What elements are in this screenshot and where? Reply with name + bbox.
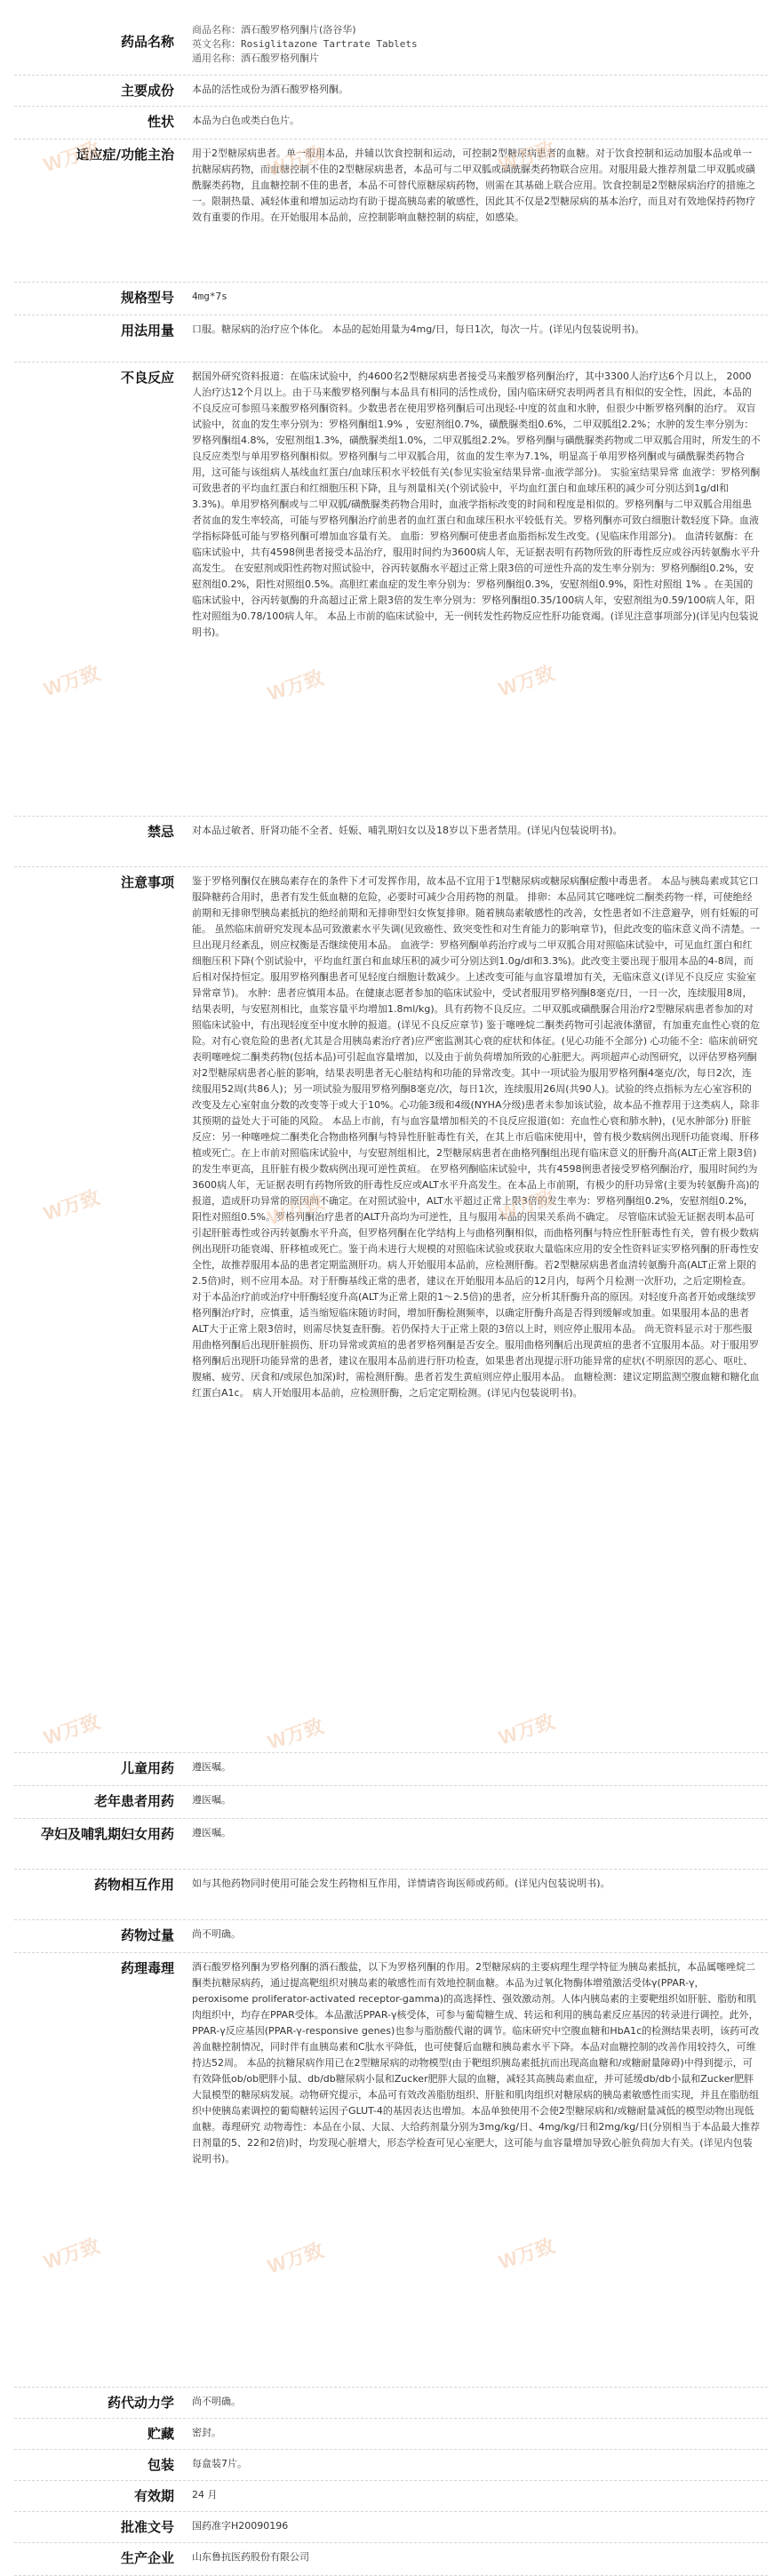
row-pharmacokinetics [14,2388,768,2419]
row-value: 本品为白色或类白色片。 [192,115,299,126]
row-label: 性状 [147,114,174,130]
row-value: 对本品过敏者、肝肾功能不全者、妊娠、哺乳期妇女以及18岁以下患者禁用。(详见内包装说明书)。 [192,825,623,836]
row-value: 如与其他药物同时使用可能会发生药物相互作用，详情请咨询医师或药师。(详见内包装说明书)。 [192,1878,610,1889]
watermark-text: W万致 [41,661,103,701]
row-label: 生产企业 [120,2550,174,2566]
watermark-text: W万致 [41,1710,103,1750]
watermark-text: W万致 [496,1710,558,1750]
row-value: 密封。 [192,2427,221,2438]
watermark-text: W万致 [265,1714,327,1754]
row-children [14,1753,768,1786]
row-storage [14,2419,768,2450]
row-label: 有效期 [133,2488,174,2504]
row-ingredient [14,76,768,107]
english-name-key: 英文名称： [192,38,241,50]
row-value: 每盒装7片。 [192,2458,247,2469]
generic-name-key: 通用名称： [192,52,241,64]
row-adverse-reactions [14,363,768,817]
row-package [14,2450,768,2481]
row-value: 口服。糖尿病的治疗应个体化。 本品的起始用量为4mg/日，每日1次，每次一片。(详见内包装说明书)。 [192,323,645,335]
row-interactions [14,1870,768,1920]
row-label: 不良反应 [120,370,174,386]
generic-name: 酒石酸罗格列酮片 [241,52,319,64]
row-value: 4mg*7s [192,291,227,302]
row-value: 据国外研究资料报道：在临床试验中，约4600名2型糖尿病患者接受马来酸罗格列酮治疗，其中3300人治疗达6个月以上， 2000人治疗达12个月以上。由于马来酸罗格列酮与本品具有相同的活性成份，国内临床研究表明两者具有相似的安全性，因此，本品的不良反应可参照马来酸罗格列酮资料。少数患者在使用罗格列酮后可出现轻-中度的贫血和水肿，但很少中断罗格列酮的治疗。 双盲试验中，贫血的发生率分别为：罗格列酮组1.9% ，安慰剂组0.7%，磺酰脲类组0.6%，二甲双胍组2.2%；水肿的发生率分别为：罗格列酮组4.8%，安慰剂组1.3%，磺酰脲类组1.0%，二甲双胍组2.2%。罗格列酮与磺酰脲类药物或二甲双胍合用时，所发生的不良反应类型与单用罗格列酮相似。罗格列酮与二甲双胍合用，贫血的发生率为7.1%，明显高于单用罗格列酮或与磺酰脲类药物合用，这可能与该组病人基线血红蛋白/血球压积水平较低有关(参见实验室结果异常-血液学部分)。 实验室结果异常 血液学：罗格列酮可致患者的平均血红蛋白和红细胞压积下降，且与剂量相关(个别试验中，平均血红蛋白和血球压积的减少可分别达到1g/dl和3.3%)。单用罗格列酮或与二甲双胍/磺酰脲类药物合用时，血液学指标改变的时间和程度是相似的。罗格列酮与二甲双胍合用组患者贫血的发生率较高，可能与罗格列酮治疗前患者的血红蛋白和血球压积水平较低有关。罗格列酮亦可致白细胞计数轻度下降。血液学指标降低可能与罗格列酮可增加血容量有关。 血脂：罗格列酮可使患者血脂指标发生改变。(见临床作用部分)。 血清转氨酶：在临床试验中，共有4598例患者接受本品治疗，服用时间约为3600病人年，无证据表明有药物所致的肝毒性反应或谷丙转氨酶水平升高发生。 在安慰剂或阳性药物对照试验中，谷丙转氨酶水平超过正常上限3倍的可逆性升高的发生率分别为：罗格列酮组0.2%，安慰剂组0.2%，阳性对照组0.5%。高胆红素血症的发生率分别为：罗格列酮组0.3%，安慰剂组0.9%，阳性对照组 1% 。在美国的临床试验中，谷丙转氨酶的升高超过正常上限3倍的发生率分别为：罗格列酮组0.35/100病人年，安慰剂组为0.59/100病人年，阳性对照组为0.78/100病人年。 本品上市前的临床试验中，无一例转发性药物反应性肝功能衰竭。(详见注意事项部分)(详见内包装说明书)。 [192,371,761,638]
watermark-text: W万致 [265,2238,327,2278]
row-label: 主要成份 [120,83,174,99]
row-value: 用于2型糖尿病患者。单一服用本品，并辅以饮食控制和运动，可控制2型糖尿病患者的血糖。对于饮食控制和运动加服本品或单一抗糖尿病药物，而血糖控制不佳的2型糖尿病患者，本品可与二甲双胍或磺酰脲类药物联合应用。对服用最大推荐剂量二甲双胍或磺酰脲类药物，且血糖控制不佳的患者，本品不可替代原糖尿病药物，则需在其基础上联合应用。饮食控制是2型糖尿病治疗的措施之一。限制热量、减轻体重和增加运动均有助于提高胰岛素的敏感性，因此其不仅是2型糖尿病的基本治疗，而且对有效地保持药物疗效有重要的作用。在开始服用本品前，应控制影响血糖控制的病症，如感染。 [192,148,755,223]
row-pharmacology [14,1953,768,2388]
row-label: 药品名称 [120,34,174,50]
row-pregnancy [14,1819,768,1870]
row-value: 山东鲁抗医药股份有限公司 [192,2551,309,2563]
row-label: 规格型号 [120,290,174,306]
row-value: 尚不明确。 [192,2396,241,2407]
row-overdose [14,1920,768,1953]
row-label: 药代动力学 [107,2395,174,2411]
row-precautions [14,867,768,1753]
row-validity [14,2481,768,2512]
row-label: 适应症/功能主治 [76,147,174,163]
row-value: 遵医嘱。 [192,1827,231,1838]
row-label: 老年患者用药 [93,1793,174,1809]
watermark-text: W万致 [496,2234,558,2274]
row-label: 孕妇及哺乳期妇女用药 [40,1826,174,1842]
row-value [192,16,768,75]
row-label: 儿童用药 [120,1760,174,1776]
row-elderly [14,1786,768,1819]
row-approval-number [14,2512,768,2543]
row-label: 药物相互作用 [93,1877,174,1893]
row-dosage [14,315,768,363]
drug-info-table [14,16,768,2576]
row-indication [14,137,768,283]
row-label: 禁忌 [147,824,174,840]
watermark-text: W万致 [41,2234,103,2274]
row-value: 酒石酸罗格列酮为罗格列酮的酒石酸盐，以下为罗格列酮的作用。2型糖尿病的主要病理生理学特征为胰岛素抵抗，本品属噻唑烷二酮类抗糖尿病药，通过提高靶组织对胰岛素的敏感性而有效地控制血糖。本品为过氧化物酶体增殖激活受体γ(PPAR-γ，peroxisome proliferator-activated receptor-gamma)的高选择性、强效激动剂。人体内胰岛素的主要靶组织如肝脏、脂肪和肌肉组织中，均存在PPAR受体。本品激活PPAR-γ核受体，可参与葡萄糖生成、转运和利用的胰岛素反应基因的转录进行调控。此外，PPAR-γ反应基因(PPAR-γ-responsive genes)也参与脂肪酸代谢的调节。临床研究中空腹血糖和HbA1c的检测结果表明，该药可改善血糖控制情况，同时伴有血胰岛素和C肽水平降低，也可使餐后血糖和胰岛素水平下降。本品对血糖控制的改善作用较持久，可维持达52周。 本品的抗糖尿病作用已在2型糖尿病的动物模型(由于靶组织胰岛素抵抗而出现高血糖和/或糖耐量障碍)中得到提示，可有效降低ob/ob肥胖小鼠、db/db糖尿病小鼠和Zucker肥胖大鼠的血糖，减轻其高胰岛素血症，并可延缓db/db小鼠和Zucker肥胖大鼠模型的糖尿病发展。动物研究提示，本品可有效改善脂肪组织、肝脏和肌肉组织对糖尿病的胰岛素敏感性而实现，并且在脂肪组织中使胰岛素调控的葡萄糖转运因子GLUT-4的基因表达也增加。本品单独使用不会使2型糖尿病和/或糖耐量减低的模型动物出现低血糖。毒理研究 动物毒性：本品在小鼠、大鼠、大给药剂量分别为3mg/kg/日、4mg/kg/日和2mg/kg/日(分别相当于本品最大推荐日剂量的5、22和2倍)时，均发现心脏增大，形态学检查可见心室肥大，这可能与血容量增加导致心脏负荷加大有关。(详见内包装说明书)。 [192,1961,761,2165]
row-drug-name [14,16,768,76]
row-label: 药物过量 [120,1927,174,1943]
row-value: 鉴于罗格列酮仅在胰岛素存在的条件下才可发挥作用，故本品不宜用于1型糖尿病或糖尿病酮症酸中毒患者。 本品与胰岛素或其它口服降糖药合用时，患者有发生低血糖的危险，必要时可减少合用药物的剂量。 排卵：本品同其它噻唑烷二酮类药物一样，可使绝经前期和无排卵型胰岛素抵抗的绝经前期和无排卵型妇女恢复排卵。随着胰岛素敏感性的改善，女性患者如不注意避孕，则有妊娠的可能。 虽然临床前研究发现本品可致激素水平失调(见致癌性、致突变性和对生育能力的影响章节)，但此改变的临床意义尚不清楚。一旦出现月经紊乱，则应权衡是否继续使用本品。 血液学：罗格列酮单药治疗或与二甲双胍合用对照临床试验中，可见血红蛋白和红细胞压积下降(个别试验中，平均血红蛋白和血球压积的减少可分别达到1.0g/dl和3.3%)。此改变主要出现于服用本品的4-8周，而后相对保持恒定。服用罗格列酮患者可见轻度白细胞计数减少。上述改变可能与血容量增加有关，无临床意义(详见不良反应 实验室异常章节)。 水肿：患者应慎用本品。在健康志愿者参加的临床试验中，受试者服用罗格列酮8毫克/日，一日一次，连续服用8周，结果表明，与安慰剂相比，血浆容量平均增加1.8ml/kg)。具有药物不良反应。二甲双胍或磺酰脲合用治疗2型糖尿病患者参加的对照临床试验中，有出现轻度至中度水肿的报道。(详见不良反应章节) 鉴于噻唑烷二酮类药物可引起液体潴留，有加重充血性心衰的危险。对有心衰危险的患者(尤其是合用胰岛素治疗者)应严密监测其心衰的症状和体征。(见心功能不全部分) 心功能不全：临床前研究表明噻唑烷二酮类药物(包括本品)可引起血容量增加，以及由于前负荷增加所致的心脏肥大。两项超声心动图研究，以评估罗格列酮对2型糖尿病患者心脏的影响，结果表明患者无心脏结构和功能的异常改变。其中一项试验为服用罗格列酮4毫克/次，每日2次，连续服用52周(共86人)；另一项试验为服用罗格列酮8毫克/次，每日1次，连续服用26周(共90人)。试验的终点指标为左心室容积的改变及左心室射血分数的改变等于或大于10%。心功能3级和4级(NYHA分级)患者未参加该试验，故本品不推荐用于这类病人，除非其预期的益处大于可能的风险。 本品上市前，有与血容量增加相关的不良反应报道(如：充血性心衰和肺水肿)，(见水肿部分) 肝脏反应：另一种噻唑烷二酮类化合物曲格列酮与特异性肝脏毒性有关，在其上市后临床使用中，曾有极少数病例出现肝功能衰竭、肝移植或死亡。在上市前对照临床试验中，与安慰剂组相比，2型糖尿病患者在曲格列酮组出现有临床意义的肝酶升高(ALT正常上限3倍)的发生率更高，且肝脏有极少数病例出现可逆性黄疸。 在罗格列酮临床试验中，共有4598例患者接受罗格列酮治疗，服用时间约为3600病人年，无证据表明有药物所致的肝毒性反应或ALT水平升高发生。在本品上市前期，有极少的肝功异常(主要为转氨酶升高)的报道，造成肝功异常的原因尚不确定。在对照试验中，ALT水平超过正常上限3倍的发生率为：罗格列酮组0.2%，安慰剂组0.2%，阳性对照组0.5%。罗格列酮治疗患者的ALT升高均为可逆性，且与服用本品的因果关系尚不确定。 尽管临床试验无证据表明本品可引起肝脏毒性或谷丙转氨酶水平升高，但罗格列酮在化学结构上与曲格列酮相似，而曲格列酮与特应性肝脏毒性有关，曾有极少数病例出现肝功能衰竭、肝移植或死亡。鉴于尚未进行大规模的对照临床试验或获取大量临床应用的安全性资料证实罗格列酮的肝毒性安全性，故推荐服用本品的患者定期监测肝功。病人开始服用本品前，应检测肝酶。若2型糖尿病患者血清转氨酶升高(ALT正常上限的2.5倍)时，则不应用本品。对于肝酶基线正常的患者，建议在开始服用本品后的12月内，每两个月检测一次肝功，之后定期检查。对于本品治疗前或治疗中肝酶轻度升高(ALT为正常上限的1～2.5倍)的患者，应分析其肝酶升高的原因。对轻度升高者开始或继续罗格列酮治疗时，应慎重，适当缩短临床随访时间，增加肝酶检测频率，以确定肝酶升高是否得到缓解或加重。如果服用本品的患者ALT大于正常上限3倍时，则需尽快复查肝酶。若仍保持大于正常上限的3倍以上时，则应停止服用本品。 尚无资料显示对于那些服用曲格列酮后出现肝脏损伤、肝功异常或黄疸的患者罗格列酮是否安全。服用曲格列酮后出现黄疸的患者不宜服用本品。对于服用罗格列酮后出现肝功能异常的患者，建议在服用本品前进行肝功检查，如果患者出现提示肝功能异常的症状(不明原因的恶心、呕吐、腹痛、疲劳、厌食和/或尿色加深)时，需检测肝酶。患者若发生黄疸则应停止服用本品。 血糖检测：建议定期监测空腹血糖和糖化血红蛋白A1c。 病人开始服用本品前，应检测肝酶，之后定定期检测。(详见内包装说明书)。 [192,875,761,1399]
row-value: 国药准字H20090196 [192,2520,289,2532]
row-manufacturer [14,2543,768,2576]
product-name: 酒石酸罗格列酮片(洛谷华) [241,24,356,36]
row-label: 用法用量 [120,323,174,339]
row-label: 贮藏 [147,2426,174,2442]
row-value: 遵医嘱。 [192,1761,231,1773]
watermark-text: W万致 [496,1185,558,1225]
row-value: 遵医嘱。 [192,1794,231,1806]
row-spec [14,283,768,315]
watermark-text: W万致 [496,661,558,701]
row-value: 24 月 [192,2489,218,2500]
watermark-text: W万致 [265,141,327,181]
english-name: Rosiglitazone Tartrate Tablets [241,38,418,50]
product-name-key: 商品名称： [192,24,241,36]
row-contraindications [14,817,768,867]
watermark-text: W万致 [41,137,103,177]
row-label: 药理毒理 [120,1960,174,1976]
row-character [14,107,768,140]
row-value: 本品的活性成份为酒石酸罗格列酮。 [192,84,348,95]
row-label: 批准文号 [120,2519,174,2535]
row-label: 注意事项 [120,874,174,890]
row-value: 尚不明确。 [192,1928,241,1940]
watermark-text: W万致 [41,1185,103,1225]
watermark-text: W万致 [265,1190,327,1230]
watermark-text: W万致 [265,666,327,706]
watermark-text: W万致 [496,137,558,177]
row-label: 包装 [147,2457,174,2473]
